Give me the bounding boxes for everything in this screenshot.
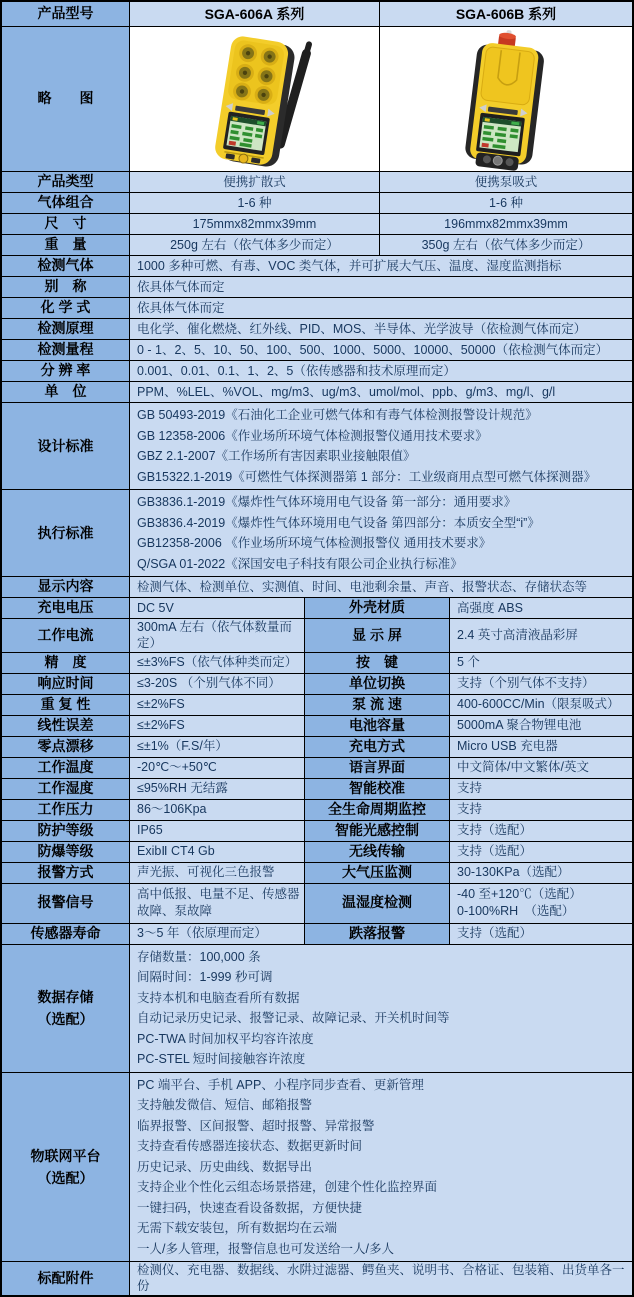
- product-image-row: [2, 27, 632, 172]
- row-value-left: 86～106Kpa: [130, 800, 305, 820]
- row-value: 0 - 1、2、5、10、50、100、500、1000、5000、10000、50000（依检测气体而定）: [130, 340, 632, 360]
- table-row: [2, 695, 632, 716]
- row-label-right: 无线传输: [305, 842, 450, 862]
- table-row: [2, 490, 632, 577]
- row-label-line: （选配）: [37, 1169, 94, 1186]
- table-row: [2, 382, 632, 403]
- value-line: GB3836.4-2019《爆炸性气体环境用电气设备 第四部分：本质安全型“i”》: [137, 515, 540, 530]
- row-label-line: 物联网平台: [30, 1147, 101, 1164]
- row-value-right: 5 个: [450, 653, 632, 673]
- row-value: 检测仪、充电器、数据线、水阱过滤器、鳄鱼夹、说明书、合格证、包装箱、出货单各一份: [130, 1262, 632, 1295]
- value-model-a: 250g 左右（依气体多少而定）: [130, 235, 380, 255]
- row-value-left: ≤±3%FS（依气体种类而定）: [130, 653, 305, 673]
- table-row: [2, 319, 632, 340]
- row-value: 检测气体、检测单位、实测值、时间、电池剩余量、声音、报警状态、存储状态等: [130, 577, 632, 597]
- value-line: 间隔时间：1-999 秒可调: [137, 970, 273, 984]
- value-line: 历史记录、历史曲线、数据导出: [137, 1159, 313, 1174]
- table-row: [2, 821, 632, 842]
- row-value-left: [130, 884, 305, 923]
- sga-606a-product-image: [130, 27, 380, 171]
- table-row: [2, 172, 632, 193]
- row-value-right: 支持（选配）: [450, 842, 632, 862]
- row-value-right: 支持（选配）: [450, 821, 632, 841]
- table-row: [2, 1262, 632, 1295]
- table-row: [2, 884, 632, 924]
- value-line: 存储数量：100,000 条: [137, 949, 261, 964]
- row-label: 检测气体: [2, 256, 130, 276]
- value-line: 无需下载安装包，所有数据均在云端: [137, 1221, 338, 1235]
- table-row: [2, 653, 632, 674]
- value-line: 支持查看传感器连接状态、数据更新时间: [137, 1139, 363, 1153]
- row-label-left: 重 复 性: [2, 695, 130, 715]
- value-line: 支持触发微信、短信、邮箱报警: [137, 1098, 313, 1112]
- row-value-multiline: [130, 945, 632, 1072]
- row-label-right: 单位切换: [305, 674, 450, 694]
- row-value-right: 中文简体/中文繁体/英文: [450, 758, 632, 778]
- row-label-right: 跌落报警: [305, 924, 450, 944]
- table-row: [2, 235, 632, 256]
- row-label-left: 精 度: [2, 653, 130, 673]
- table-row: [2, 277, 632, 298]
- row-label: 单 位: [2, 382, 130, 402]
- row-value-left: DC 5V: [130, 598, 305, 618]
- value-line: PC-TWA 时间加权平均容许浓度: [137, 1031, 314, 1046]
- row-value-right: 高强度 ABS: [450, 598, 632, 618]
- row-label-right: 大气压监测: [305, 863, 450, 883]
- row-label-right: 语言界面: [305, 758, 450, 778]
- row-label-left: 工作温度: [2, 758, 130, 778]
- row-value-right: 支持（个别气体不支持）: [450, 674, 632, 694]
- row-label-left: 传感器寿命: [2, 924, 130, 944]
- table-row: [2, 737, 632, 758]
- row-label-line: 数据存储: [37, 989, 94, 1005]
- row-label: [2, 945, 130, 1072]
- row-label-left: 工作压力: [2, 800, 130, 820]
- table-row: [2, 361, 632, 382]
- table-row: [2, 193, 632, 214]
- row-label-right: 按 键: [305, 653, 450, 673]
- row-label-line: （选配）: [37, 1011, 94, 1027]
- header-model-b: SGA-606B 系列: [380, 2, 632, 26]
- value-model-a: 便携扩散式: [130, 172, 380, 192]
- row-value-left: ≤3-20S （个别气体不同）: [130, 674, 305, 694]
- table-row: [2, 800, 632, 821]
- table-row: [2, 863, 632, 884]
- sga-606b-product-image: [380, 27, 632, 171]
- header-model-a: SGA-606A 系列: [130, 2, 380, 26]
- table-row: [2, 674, 632, 695]
- row-label-left: 零点漂移: [2, 737, 130, 757]
- sga-606b-detector-illustration: [380, 27, 632, 171]
- row-label: 产品类型: [2, 172, 130, 192]
- row-value-left: 3～5 年（依原理而定）: [130, 924, 305, 944]
- table-row: [2, 598, 632, 619]
- row-label: 别 称: [2, 277, 130, 297]
- row-value: 依具体气体而定: [130, 277, 632, 297]
- row-label-right: 充电方式: [305, 737, 450, 757]
- value-line: 高中低报、电量不足、传感器: [137, 886, 300, 901]
- row-value-right: 支持: [450, 800, 632, 820]
- row-label-left: 线性误差: [2, 716, 130, 736]
- row-value-right: 2.4 英寸高清液晶彩屏: [450, 619, 632, 652]
- spec-rows-container: [2, 172, 632, 1295]
- value-line: 临界报警、区间报警、超时报警、异常报警: [137, 1118, 375, 1133]
- value-model-b: 350g 左右（依气体多少而定）: [380, 235, 632, 255]
- table-row: [2, 214, 632, 235]
- row-label: [2, 1073, 130, 1262]
- row-label-left: 防爆等级: [2, 842, 130, 862]
- sga-606a-detector-illustration: [130, 27, 379, 171]
- table-row: [2, 403, 632, 490]
- row-label: 检测原理: [2, 319, 130, 339]
- row-value-left: ≤95%RH 无结露: [130, 779, 305, 799]
- table-row: [2, 945, 632, 1073]
- row-value-multiline: [130, 1073, 632, 1262]
- row-value-right: 5000mA 聚合物锂电池: [450, 716, 632, 736]
- row-label-left: 报警方式: [2, 863, 130, 883]
- table-row: [2, 619, 632, 653]
- row-value-left: 声光振、可视化三色报警: [130, 863, 305, 883]
- row-label-right: 显 示 屏: [305, 619, 450, 652]
- row-value: 依具体气体而定: [130, 298, 632, 318]
- row-label-right: 全生命周期监控: [305, 800, 450, 820]
- value-line: GBZ 2.1-2007《工作场所有害因素职业接触限值》: [137, 449, 416, 463]
- value-line: 自动记录历史记录、报警记录、故障记录、开关机时间等: [137, 1011, 450, 1025]
- value-line: -40 至+120℃（选配）: [457, 886, 582, 901]
- value-line: GB3836.1-2019《爆炸性气体环境用电气设备 第一部分：通用要求》: [137, 495, 517, 509]
- table-row: [2, 716, 632, 737]
- value-model-b: 1-6 种: [380, 193, 632, 213]
- row-label-left: 工作湿度: [2, 779, 130, 799]
- row-value-left: ExibⅡ CT4 Gb: [130, 842, 305, 862]
- row-label: [2, 403, 130, 489]
- row-label: 分 辨 率: [2, 361, 130, 381]
- value-line: 0-100%RH （选配）: [457, 904, 575, 918]
- row-value-right: 400-600CC/Min（限泵吸式）: [450, 695, 632, 715]
- value-line: 支持本机和电脑查看所有数据: [137, 990, 300, 1005]
- row-label: 气体组合: [2, 193, 130, 213]
- table-header-row: [2, 2, 632, 27]
- row-value-left: ≤±1%（F.S/年）: [130, 737, 305, 757]
- value-line: GB 50493-2019《石油化工企业可燃气体和有毒气体检测报警设计规范》: [137, 408, 538, 422]
- value-line: 一键扫码，快速查看设备数据，方便快捷: [137, 1200, 363, 1215]
- value-line: 支持企业个性化云组态场景搭建，创建个性化监控界面: [137, 1180, 438, 1194]
- row-value-multiline: [130, 403, 632, 489]
- row-label-line: 执行标准: [37, 525, 94, 541]
- row-value-left: 300mA 左右（依气体数量而定）: [130, 619, 305, 652]
- table-row: [2, 298, 632, 319]
- row-value-left: -20℃～+50℃: [130, 758, 305, 778]
- row-value-right: Micro USB 充电器: [450, 737, 632, 757]
- row-label-line: 设计标准: [37, 438, 94, 454]
- row-value: 电化学、催化燃烧、红外线、PID、MOS、半导体、光学波导（依检测气体而定）: [130, 319, 632, 339]
- row-label-right: 泵 流 速: [305, 695, 450, 715]
- row-value: 1000 多种可燃、有毒、VOC 类气体，并可扩展大气压、温度、湿度监测指标: [130, 256, 632, 276]
- row-label: [2, 490, 130, 576]
- table-row: [2, 340, 632, 361]
- row-value-right: 支持: [450, 779, 632, 799]
- row-label: 标配附件: [2, 1262, 130, 1295]
- row-value-left: IP65: [130, 821, 305, 841]
- row-label-right: 智能校准: [305, 779, 450, 799]
- value-line: 故障、泵故障: [137, 904, 213, 918]
- row-label-right: 电池容量: [305, 716, 450, 736]
- row-value-right: 30-130KPa（选配）: [450, 863, 632, 883]
- row-label: 显示内容: [2, 577, 130, 597]
- value-line: GB15322.1-2019《可燃性气体探测器第 1 部分：工业级商用点型可燃气体探测器》: [137, 469, 597, 484]
- value-line: 一人/多人管理，报警信息也可发送给一人/多人: [137, 1241, 394, 1256]
- value-model-a: 1-6 种: [130, 193, 380, 213]
- row-label-left: 防护等级: [2, 821, 130, 841]
- value-model-b: 196mmx82mmx39mm: [380, 214, 632, 234]
- row-value-multiline: [130, 490, 632, 576]
- value-model-b: 便携泵吸式: [380, 172, 632, 192]
- row-label-right: 温湿度检测: [305, 884, 450, 923]
- table-row: [2, 779, 632, 800]
- row-label-left: 响应时间: [2, 674, 130, 694]
- value-model-a: 175mmx82mmx39mm: [130, 214, 380, 234]
- table-row: [2, 924, 632, 945]
- image-row-label: 略 图: [2, 27, 130, 171]
- table-row: [2, 842, 632, 863]
- header-label: 产品型号: [2, 2, 130, 26]
- row-value: 0.001、0.01、0.1、1、2、5（依传感器和技术原理而定）: [130, 361, 632, 381]
- row-label: 检测量程: [2, 340, 130, 360]
- table-row: [2, 1073, 632, 1263]
- table-row: [2, 758, 632, 779]
- value-line: PC 端平台、手机 APP、小程序同步查看、更新管理: [137, 1077, 424, 1092]
- value-line: GB12358-2006 《作业场所环境气体检测报警仪 通用技术要求》: [137, 536, 492, 550]
- value-line: PC-STEL 短时间接触容许浓度: [137, 1052, 306, 1066]
- row-label: 化 学 式: [2, 298, 130, 318]
- row-label-right: 外壳材质: [305, 598, 450, 618]
- table-row: [2, 256, 632, 277]
- value-line: Q/SGA 01-2022《深国安电子科技有限公司企业执行标准》: [137, 556, 463, 571]
- row-value-right: [450, 884, 632, 923]
- row-label-left: 报警信号: [2, 884, 130, 923]
- row-value-left: ≤±2%FS: [130, 716, 305, 736]
- row-value: PPM、%LEL、%VOL、mg/m3、ug/m3、umol/mol、ppb、g/m3、mg/l、g/l: [130, 382, 632, 402]
- value-line: GB 12358-2006《作业场所环境气体检测报警仪通用技术要求》: [137, 428, 488, 443]
- row-label-right: 智能光感控制: [305, 821, 450, 841]
- row-value-right: 支持（选配）: [450, 924, 632, 944]
- row-label-left: 充电电压: [2, 598, 130, 618]
- row-value-left: ≤±2%FS: [130, 695, 305, 715]
- row-label: 尺 寸: [2, 214, 130, 234]
- table-row: [2, 577, 632, 598]
- row-label-left: 工作电流: [2, 619, 130, 652]
- row-label: 重 量: [2, 235, 130, 255]
